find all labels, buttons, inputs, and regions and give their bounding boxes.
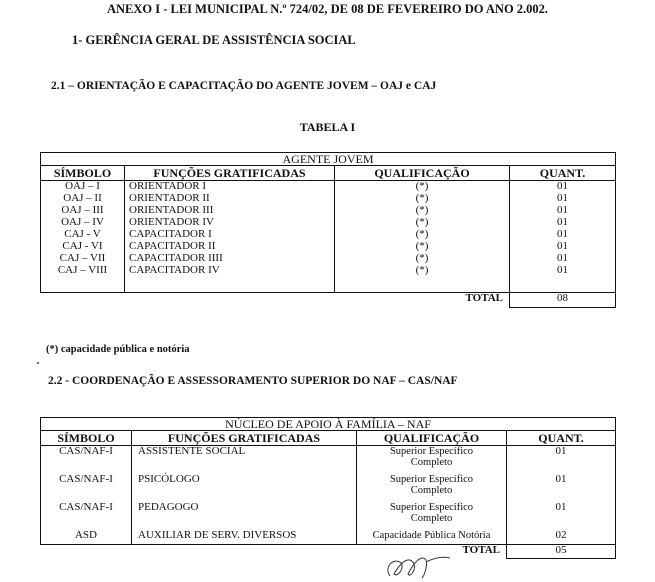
cell-qualificacao xyxy=(357,474,507,502)
cell-simbolo: CAJ – VIII xyxy=(41,265,125,277)
cell-qualificacao: (*) xyxy=(335,181,510,194)
footnote: (*) capacidade pública e notória xyxy=(46,344,190,355)
table-row xyxy=(41,181,616,194)
cell-simbolo: CAS/NAF-I xyxy=(41,474,132,502)
cell-quant: 01 xyxy=(510,253,616,265)
table-row xyxy=(41,265,616,277)
cell-qualificacao: (*) xyxy=(335,229,510,241)
qualificacao-line-2: Completo xyxy=(410,485,453,496)
total-value: 05 xyxy=(507,545,616,559)
cell-simbolo: CAS/NAF-I xyxy=(41,502,132,530)
cell-qualificacao: (*) xyxy=(335,253,510,265)
column-header-simbolo: SÍMBOLO xyxy=(41,166,125,181)
cell-quant: 01 xyxy=(507,502,616,530)
total-row xyxy=(41,293,616,308)
cell-funcao: CAPACITADOR IIII xyxy=(125,253,335,265)
table-row xyxy=(41,241,616,253)
cell-qualificacao: (*) xyxy=(335,217,510,229)
cell-funcao: PEDAGOGO xyxy=(132,502,357,530)
cell-simbolo: ASD xyxy=(41,530,132,545)
cell-quant: 01 xyxy=(510,217,616,229)
cell-quant: 01 xyxy=(510,229,616,241)
cell-quant: 01 xyxy=(510,205,616,217)
table-caption: AGENTE JOVEM xyxy=(41,153,616,166)
cell-funcao: ASSISTENTE SOCIAL xyxy=(132,446,357,475)
cell-quant: 01 xyxy=(510,181,616,194)
cell-quant: 01 xyxy=(510,193,616,205)
cell-simbolo: CAJ - VI xyxy=(41,241,125,253)
agente-jovem-table xyxy=(40,152,616,308)
table-row xyxy=(41,502,616,530)
cell-qualificacao xyxy=(357,446,507,475)
table-row xyxy=(41,217,616,229)
table-label: TABELA I xyxy=(299,120,356,134)
table-row xyxy=(41,193,616,205)
section-heading-2-1: 2.1 – ORIENTAÇÃO E CAPACITAÇÃO DO AGENTE JOVEM – OAJ e CAJ xyxy=(51,80,437,92)
qualificacao-line-2: Completo xyxy=(410,457,453,468)
document-title: ANEXO I - LEI MUNICIPAL N.º 724/02, DE 08 DE FEVEREIRO DO ANO 2.002. xyxy=(106,2,549,16)
naf-table xyxy=(40,417,616,559)
cell-quant: 02 xyxy=(507,530,616,545)
cell-funcao: PSICÓLOGO xyxy=(132,474,357,502)
section-heading-2-2: 2.2 - COORDENAÇÃO E ASSESSORAMENTO SUPERIOR DO NAF – CAS/NAF xyxy=(48,375,458,387)
cell-qualificacao: Capacidade Pública Notória xyxy=(357,530,507,545)
cell-quant: 01 xyxy=(507,446,616,475)
cell-funcao: AUXILIAR DE SERV. DIVERSOS xyxy=(132,530,357,545)
column-header-qualificacao: QUALIFICAÇÃO xyxy=(335,166,510,181)
cell-qualificacao xyxy=(357,502,507,530)
total-label: TOTAL xyxy=(462,544,500,556)
column-header-quant: QUANT. xyxy=(507,431,616,446)
cell-quant: 01 xyxy=(510,265,616,277)
margin-mark xyxy=(37,362,39,364)
table-row xyxy=(41,229,616,241)
cell-funcao: CAPACITADOR IV xyxy=(125,265,335,277)
column-header-quant: QUANT. xyxy=(510,166,616,181)
column-header-funcoes: FUNÇÕES GRATIFICADAS xyxy=(132,431,357,446)
cell-simbolo: OAJ – IV xyxy=(41,217,125,229)
cell-quant: 01 xyxy=(507,474,616,502)
cell-funcao: CAPACITADOR I xyxy=(125,229,335,241)
cell-qualificacao: (*) xyxy=(335,193,510,205)
total-row xyxy=(41,545,616,559)
table-row xyxy=(41,530,616,545)
total-value: 08 xyxy=(510,293,616,308)
cell-simbolo: OAJ – III xyxy=(41,205,125,217)
column-header-simbolo: SÍMBOLO xyxy=(41,431,132,446)
handwritten-signature xyxy=(380,552,470,582)
cell-simbolo: CAS/NAF-I xyxy=(41,446,132,475)
cell-funcao: CAPACITADOR II xyxy=(125,241,335,253)
table-row xyxy=(41,205,616,217)
qualificacao-line-2: Completo xyxy=(410,513,453,524)
column-header-qualificacao: QUALIFICAÇÃO xyxy=(357,431,507,446)
cell-quant: 01 xyxy=(510,241,616,253)
cell-funcao: ORIENTADOR I xyxy=(125,181,335,194)
table-row xyxy=(41,474,616,502)
cell-funcao: ORIENTADOR II xyxy=(125,193,335,205)
cell-funcao: ORIENTADOR IV xyxy=(125,217,335,229)
cell-qualificacao: (*) xyxy=(335,241,510,253)
section-heading-1: 1- GERÊNCIA GERAL DE ASSISTÊNCIA SOCIAL xyxy=(72,33,356,47)
qualificacao-line-1: Superior Específico xyxy=(389,474,474,485)
cell-simbolo: CAJ – VII xyxy=(41,253,125,265)
table-caption: NÚCLEO DE APOIO À FAMÍLIA – NAF xyxy=(41,418,616,431)
table-row xyxy=(41,253,616,265)
table-spacer-row xyxy=(41,277,616,293)
cell-simbolo: CAJ - V xyxy=(41,229,125,241)
column-header-funcoes: FUNÇÕES GRATIFICADAS xyxy=(125,166,335,181)
cell-qualificacao: (*) xyxy=(335,205,510,217)
table-row xyxy=(41,446,616,475)
cell-simbolo: OAJ – II xyxy=(41,193,125,205)
total-label: TOTAL xyxy=(465,292,503,304)
cell-simbolo: OAJ – I xyxy=(41,181,125,194)
cell-funcao: ORIENTADOR III xyxy=(125,205,335,217)
qualificacao-line-1: Superior Específico xyxy=(389,446,474,457)
qualificacao-line-1: Superior Específico xyxy=(389,502,474,513)
cell-qualificacao: (*) xyxy=(335,265,510,277)
